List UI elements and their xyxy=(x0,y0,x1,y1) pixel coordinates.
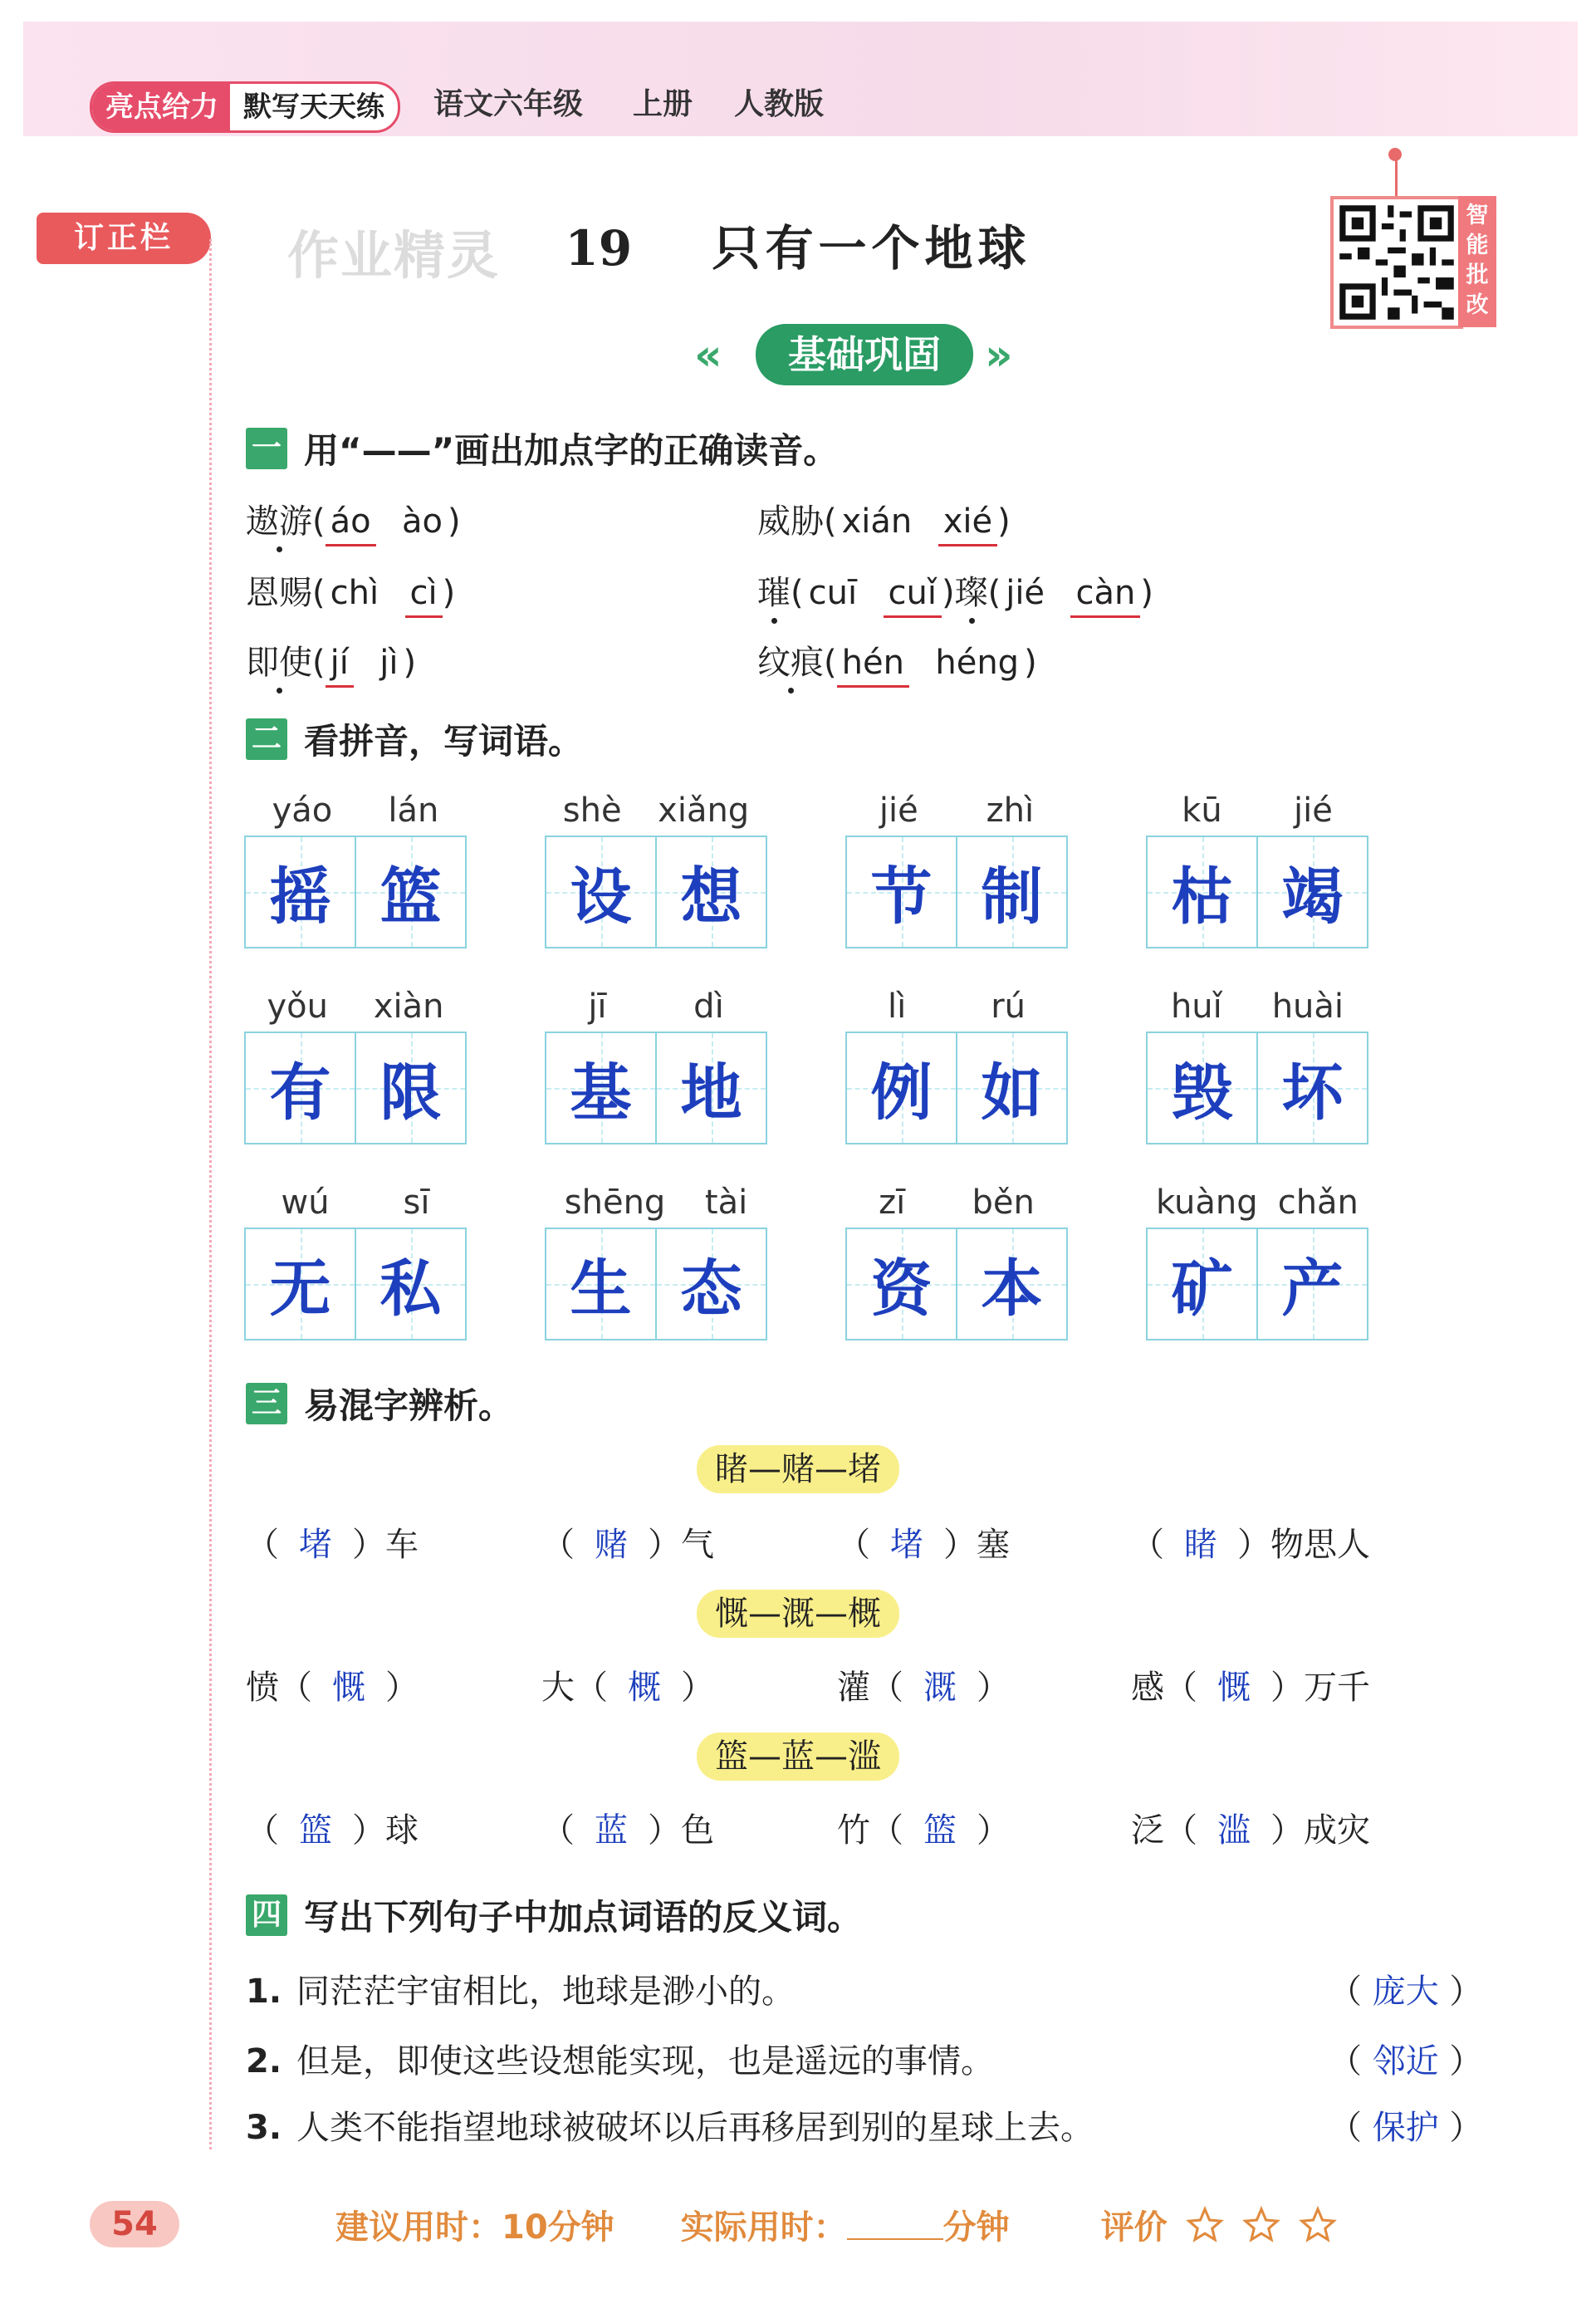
fill-blank-item xyxy=(837,1518,1010,1566)
handwritten-char: 地 xyxy=(680,1057,742,1129)
rating-label: 评价 xyxy=(1100,2208,1168,2247)
word-cell xyxy=(845,786,1068,948)
pinyin-option: chì xyxy=(330,574,379,612)
qr-icon xyxy=(1334,199,1460,326)
word-cell xyxy=(845,982,1068,1144)
target-word: 纹痕 xyxy=(757,644,824,682)
writing-box[interactable] xyxy=(546,1033,657,1143)
tianzige-boxes xyxy=(845,1228,1068,1340)
tianzige-boxes xyxy=(244,836,467,948)
handwritten-char: 本 xyxy=(981,1253,1043,1325)
correction-tab: 订正栏 xyxy=(37,213,211,264)
actual-time-label: 实际用时： xyxy=(680,2208,847,2247)
pinyin-row xyxy=(244,786,467,836)
star-icon[interactable] xyxy=(1186,2206,1224,2244)
word-cell xyxy=(545,786,767,948)
writing-box[interactable] xyxy=(546,1229,657,1339)
answer-char: 慨 xyxy=(332,1669,365,1707)
blank-context: ）球 xyxy=(352,1811,419,1850)
header-edition: 人教版 xyxy=(734,87,825,121)
hanger-line xyxy=(1395,154,1398,196)
fill-blank-item xyxy=(1131,1661,1370,1708)
answer-1: （ 庞大 ） xyxy=(1329,1973,1483,2011)
tianzige-boxes xyxy=(545,1228,767,1340)
pinyin-syllable: rú xyxy=(991,988,1026,1026)
handwritten-char: 篮 xyxy=(379,861,442,933)
writing-box[interactable] xyxy=(847,1033,957,1143)
pinyin-row xyxy=(545,786,767,836)
word-cell xyxy=(1146,1178,1368,1340)
blank-context: （ xyxy=(837,1526,870,1564)
star-icon[interactable] xyxy=(1242,2206,1280,2244)
handwritten-char: 基 xyxy=(570,1057,632,1129)
answer-char: 滥 xyxy=(1217,1811,1251,1850)
pinyin-option-correct: jí xyxy=(326,644,354,688)
pinyin-syllable: jié xyxy=(1293,791,1333,830)
answer-3: （ 保护 ） xyxy=(1329,2109,1483,2147)
group-title-text: 篮—蓝—滥 xyxy=(697,1732,899,1781)
handwritten-char: 例 xyxy=(870,1057,933,1129)
writing-box[interactable] xyxy=(957,837,1066,947)
smart-grading-tag xyxy=(1458,196,1496,327)
target-word: 璀 xyxy=(757,574,791,612)
blank-context: ）物思人 xyxy=(1237,1526,1370,1564)
fill-blank-item xyxy=(246,1661,419,1708)
pinyin-syllable: sī xyxy=(403,1184,430,1222)
tianzige-boxes xyxy=(545,1032,767,1144)
pinyin-row xyxy=(545,982,767,1032)
sentence-number: 2. xyxy=(246,2042,282,2080)
pinyin-syllable: xiǎng xyxy=(658,791,750,830)
handwritten-char: 枯 xyxy=(1171,861,1233,933)
handwritten-char: 节 xyxy=(870,861,933,933)
pinyin-option-correct: cuǐ xyxy=(884,574,942,618)
tianzige-boxes xyxy=(244,1228,467,1340)
writing-box[interactable] xyxy=(246,1229,356,1339)
answer-char: 篮 xyxy=(923,1811,957,1850)
word-cell xyxy=(1146,982,1368,1144)
pinyin-item: 璀( cuī cuǐ )璨( jié càn ) xyxy=(757,566,1153,618)
question-number: 四 xyxy=(246,1894,287,1936)
pinyin-option: jié xyxy=(1006,574,1045,612)
handwritten-char: 限 xyxy=(379,1057,442,1129)
writing-box[interactable] xyxy=(657,1033,766,1143)
word-cell xyxy=(545,982,767,1144)
handwritten-char: 如 xyxy=(981,1057,1043,1129)
brand-right: 默写天天练 xyxy=(243,91,384,124)
pinyin-syllable: huài xyxy=(1271,988,1344,1026)
blank-context: ） xyxy=(385,1669,419,1707)
writing-box[interactable] xyxy=(847,1229,957,1339)
writing-box[interactable] xyxy=(356,1033,465,1143)
question-4-heading xyxy=(246,1890,862,1940)
fill-blank-item xyxy=(541,1518,714,1566)
group-title xyxy=(0,1590,1596,1638)
group-title xyxy=(0,1732,1596,1781)
answer-char: 慨 xyxy=(1217,1669,1251,1707)
word-cell xyxy=(545,1178,767,1340)
writing-box[interactable] xyxy=(1258,1229,1367,1339)
pinyin-row xyxy=(845,1178,1068,1228)
pinyin-option-correct: hén xyxy=(837,644,909,688)
pinyin-syllable: chǎn xyxy=(1277,1184,1359,1222)
question-prompt: 易混字辨析。 xyxy=(304,1385,514,1426)
pinyin-option-correct: áo xyxy=(326,502,376,546)
blank-context: ）万千 xyxy=(1270,1669,1370,1707)
chevron-right-icon: » xyxy=(985,331,1013,380)
sentence-text: 同茫茫宇宙相比，地球是渺小的。 xyxy=(296,1973,796,2011)
fill-blank-item xyxy=(1131,1518,1370,1566)
pinyin-item: 恩赐( chì cì ) xyxy=(246,566,455,618)
header-volume: 上册 xyxy=(633,87,693,121)
pinyin-syllable: lì xyxy=(887,988,907,1026)
watermark: 作业精灵 xyxy=(287,225,501,286)
pinyin-syllable: kuàng xyxy=(1156,1184,1258,1222)
writing-box[interactable] xyxy=(657,837,766,947)
fill-blank-item xyxy=(541,1804,714,1851)
fill-blank-item xyxy=(1131,1804,1370,1851)
handwritten-char: 有 xyxy=(269,1057,331,1129)
blank-context: 愤（ xyxy=(246,1669,312,1707)
writing-box[interactable] xyxy=(957,1033,1066,1143)
pinyin-option: héng xyxy=(935,644,1020,682)
star-icon[interactable] xyxy=(1299,2206,1337,2244)
question-prompt: 用“——”画出加点字的正确读音。 xyxy=(304,430,839,471)
handwritten-char: 产 xyxy=(1281,1253,1344,1325)
answer-char: 篮 xyxy=(299,1811,332,1850)
writing-box[interactable] xyxy=(847,837,957,947)
sentence-number: 3. xyxy=(246,2109,282,2147)
word-cell xyxy=(244,1178,467,1340)
writing-box[interactable] xyxy=(1258,837,1367,947)
blank-context: 竹（ xyxy=(837,1811,903,1850)
fill-blank-item xyxy=(246,1804,419,1851)
blank-context: （ xyxy=(541,1526,575,1564)
blank-context: 泛（ xyxy=(1131,1811,1197,1850)
target-word: 遨游 xyxy=(246,502,312,541)
blank-context: （ xyxy=(1131,1526,1164,1564)
sentence-text: 人类不能指望地球被破坏以后再移居到别的星球上去。 xyxy=(296,2109,1094,2147)
target-word: 恩赐 xyxy=(246,574,312,612)
writing-box[interactable] xyxy=(1148,1033,1258,1143)
pinyin-syllable: dì xyxy=(693,988,724,1026)
blank-context: 感（ xyxy=(1131,1669,1197,1707)
sentence-3 xyxy=(246,2101,1094,2149)
fill-blank-item xyxy=(837,1804,1010,1851)
handwritten-char: 毁 xyxy=(1171,1057,1233,1129)
blank-context: ）色 xyxy=(648,1811,714,1850)
sentence-2 xyxy=(246,2035,994,2082)
pinyin-syllable: yáo xyxy=(272,791,333,830)
answer-text: 保护 xyxy=(1372,2109,1439,2147)
qr-code[interactable] xyxy=(1330,196,1463,329)
word-cell xyxy=(1146,786,1368,948)
actual-time-unit: 分钟 xyxy=(942,2208,1010,2247)
tag-char: 智 xyxy=(1466,203,1489,228)
tianzige-boxes xyxy=(244,1032,467,1144)
question-number: 二 xyxy=(246,718,287,760)
chevron-left-icon: « xyxy=(694,331,722,380)
lesson-number: 19 xyxy=(565,220,633,277)
blank-context: ）成灾 xyxy=(1270,1811,1370,1850)
handwritten-char: 生 xyxy=(570,1253,632,1325)
pinyin-option: jì xyxy=(379,644,399,682)
suggested-time: 建议用时：10分钟 xyxy=(335,2208,614,2247)
handwritten-char: 矿 xyxy=(1171,1253,1233,1325)
fill-blank-item xyxy=(837,1661,1010,1708)
sentence-1 xyxy=(246,1965,795,2012)
handwritten-char: 坏 xyxy=(1281,1057,1344,1129)
fill-blank-item xyxy=(541,1661,714,1708)
pinyin-item: 即使( jí jì ) xyxy=(246,636,416,688)
section-badge: 基础巩固 xyxy=(756,324,973,385)
blank-context: ） xyxy=(977,1669,1010,1707)
answer-char: 概 xyxy=(628,1669,661,1707)
sentence-number: 1. xyxy=(246,1973,282,2011)
pinyin-option-correct: càn xyxy=(1070,574,1140,618)
pinyin-row xyxy=(1146,1178,1368,1228)
fill-blank-item xyxy=(246,1518,419,1566)
handwritten-char: 想 xyxy=(680,861,742,933)
pinyin-option: ào xyxy=(402,502,443,541)
writing-box[interactable] xyxy=(1148,1229,1258,1339)
brand-logo xyxy=(90,81,400,133)
pinyin-row xyxy=(1146,982,1368,1032)
answer-char: 赌 xyxy=(595,1526,628,1564)
pinyin-row xyxy=(244,982,467,1032)
actual-time-blank[interactable] xyxy=(847,2210,943,2240)
pinyin-syllable: shè xyxy=(562,791,622,830)
pinyin-row xyxy=(845,982,1068,1032)
pinyin-item: 纹痕( hén héng ) xyxy=(757,636,1037,688)
answer-char: 蓝 xyxy=(595,1811,628,1850)
tianzige-boxes xyxy=(845,1032,1068,1144)
word-cell xyxy=(244,786,467,948)
tag-char: 批 xyxy=(1466,262,1489,288)
handwritten-char: 态 xyxy=(680,1253,742,1325)
writing-box[interactable] xyxy=(246,837,356,947)
tianzige-boxes xyxy=(545,836,767,948)
writing-box[interactable] xyxy=(356,837,465,947)
blank-context: 灌（ xyxy=(837,1669,903,1707)
question-3-heading xyxy=(246,1379,513,1429)
handwritten-char: 摇 xyxy=(269,861,331,933)
pinyin-row xyxy=(1146,786,1368,836)
pinyin-row xyxy=(244,1178,467,1228)
target-word: 威胁 xyxy=(757,502,824,541)
answer-char: 堵 xyxy=(299,1526,332,1564)
page-number: 54 xyxy=(90,2201,179,2247)
writing-box[interactable] xyxy=(957,1229,1066,1339)
blank-context: （ xyxy=(541,1811,575,1850)
group-title xyxy=(0,1445,1596,1493)
blank-context: ）气 xyxy=(648,1526,714,1564)
blank-context: ） xyxy=(681,1669,714,1707)
pinyin-option-correct: cì xyxy=(405,574,443,618)
tianzige-boxes xyxy=(1146,1228,1368,1340)
pinyin-row xyxy=(845,786,1068,836)
answer-2: （ 邻近 ） xyxy=(1329,2042,1483,2080)
writing-box[interactable] xyxy=(356,1229,465,1339)
handwritten-char: 竭 xyxy=(1281,861,1344,933)
group-title-text: 慨—溉—概 xyxy=(697,1590,899,1638)
blank-context: ）车 xyxy=(352,1526,419,1564)
word-cell xyxy=(845,1178,1068,1340)
target-word: 即使 xyxy=(246,644,312,682)
pinyin-syllable: běn xyxy=(972,1184,1035,1222)
pinyin-syllable: jī xyxy=(588,988,607,1026)
group-title-text: 睹—赌—堵 xyxy=(697,1445,899,1493)
brand-left: 亮点给力 xyxy=(92,84,230,130)
handwritten-char: 设 xyxy=(570,861,632,933)
tianzige-boxes xyxy=(1146,1032,1368,1144)
blank-context: （ xyxy=(246,1811,279,1850)
pinyin-item: 遨游( áo ào ) xyxy=(246,495,461,546)
writing-box[interactable] xyxy=(1258,1033,1367,1143)
question-prompt: 写出下列句子中加点词语的反义词。 xyxy=(304,1897,863,1938)
tag-char: 改 xyxy=(1466,292,1489,318)
blank-context: 大（ xyxy=(541,1669,608,1707)
pinyin-syllable: yǒu xyxy=(267,988,328,1026)
tianzige-boxes xyxy=(1146,836,1368,948)
question-1-heading xyxy=(246,424,838,473)
pinyin-syllable: zhì xyxy=(986,791,1035,830)
sentence-text: 但是，即使这些设想能实现，也是遥远的事情。 xyxy=(296,2042,995,2080)
tag-char: 能 xyxy=(1466,233,1489,258)
blank-context: （ xyxy=(246,1526,279,1564)
writing-box[interactable] xyxy=(246,1033,356,1143)
handwritten-char: 资 xyxy=(870,1253,933,1325)
pinyin-syllable: jié xyxy=(879,791,918,830)
tianzige-boxes xyxy=(845,836,1068,948)
blank-context: ） xyxy=(977,1811,1010,1850)
writing-box[interactable] xyxy=(657,1229,766,1339)
question-prompt: 看拼音，写词语。 xyxy=(304,721,584,762)
pinyin-syllable: xiàn xyxy=(373,988,444,1026)
answer-text: 庞大 xyxy=(1372,1973,1439,2011)
pinyin-option-correct: xié xyxy=(938,502,997,546)
word-cell xyxy=(244,982,467,1144)
pinyin-syllable: wú xyxy=(281,1184,330,1222)
margin-divider xyxy=(209,239,212,2149)
pinyin-syllable: huǐ xyxy=(1170,988,1222,1026)
pinyin-row xyxy=(545,1178,767,1228)
pinyin-option: cuī xyxy=(808,574,858,612)
pinyin-syllable: shēng xyxy=(564,1184,666,1222)
pinyin-option: xián xyxy=(841,502,913,541)
writing-box[interactable] xyxy=(546,837,657,947)
answer-text: 邻近 xyxy=(1372,2042,1439,2080)
answer-char: 堵 xyxy=(890,1526,923,1564)
writing-box[interactable] xyxy=(1148,837,1258,947)
lesson-name: 只有一个地球 xyxy=(712,220,1031,277)
pinyin-syllable: kū xyxy=(1182,791,1222,830)
header-subject: 语文六年级 xyxy=(433,87,584,121)
handwritten-char: 制 xyxy=(981,861,1043,933)
footer-timing xyxy=(335,2201,1337,2248)
question-2-heading xyxy=(246,714,583,764)
pinyin-item: 威胁( xián xié ) xyxy=(757,495,1011,546)
target-word: 璨 xyxy=(954,574,988,612)
answer-char: 睹 xyxy=(1184,1526,1217,1564)
handwritten-char: 私 xyxy=(379,1253,442,1325)
pinyin-syllable: zī xyxy=(879,1184,906,1222)
pinyin-syllable: lán xyxy=(388,791,439,830)
question-number: 一 xyxy=(246,428,287,469)
blank-context: ）塞 xyxy=(943,1526,1010,1564)
question-number: 三 xyxy=(246,1383,287,1424)
handwritten-char: 无 xyxy=(269,1253,331,1325)
pinyin-syllable: tài xyxy=(704,1184,748,1222)
answer-char: 溉 xyxy=(923,1669,957,1707)
